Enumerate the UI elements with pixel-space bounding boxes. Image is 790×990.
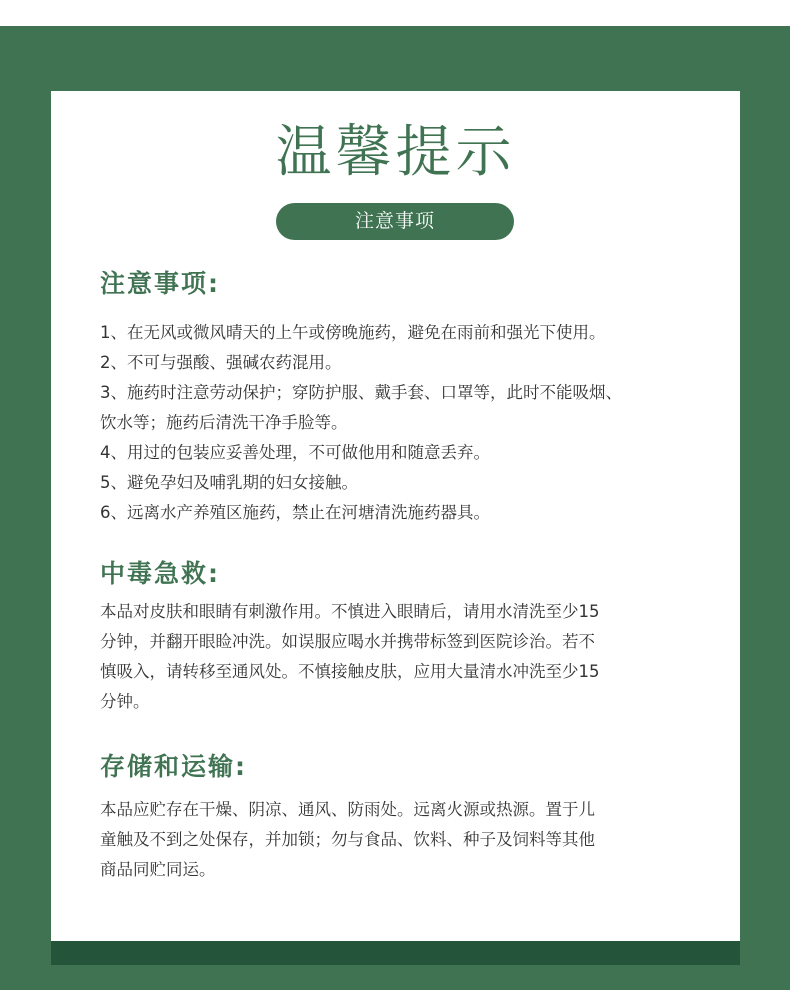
page-title: 温馨提示 xyxy=(275,120,516,185)
list-item: 饮水等；施药后清洗干净手脸等。 xyxy=(100,413,348,432)
list-item: 6、远离水产养殖区施药，禁止在河塘清洗施药器具。 xyxy=(100,503,490,522)
text-line: 本品应贮存在干燥、阴凉、通风、防雨处。远离火源或热源。置于儿 xyxy=(100,800,595,819)
list-item: 2、不可与强酸、强碱农药混用。 xyxy=(100,353,342,372)
text-line: 分钟，并翻开眼睑冲洗。如误服应喝水并携带标签到医院诊治。若不 xyxy=(100,632,595,651)
first-aid-heading: 中毒急救: xyxy=(100,559,220,588)
text-line: 商品同贮同运。 xyxy=(100,860,216,879)
precautions-heading: 注意事项: xyxy=(100,269,220,298)
precautions-list xyxy=(100,318,730,528)
first-aid-text xyxy=(100,597,700,717)
notice-card xyxy=(51,91,740,941)
card-bottom-band xyxy=(51,941,740,965)
list-item: 5、避免孕妇及哺乳期的妇女接触。 xyxy=(100,473,358,492)
text-line: 分钟。 xyxy=(100,692,150,711)
list-item: 1、在无风或微风晴天的上午或傍晚施药，避免在雨前和强光下使用。 xyxy=(100,323,606,342)
text-line: 童触及不到之处保存，并加锁；勿与食品、饮料、种子及饲料等其他 xyxy=(100,830,595,849)
subtitle-pill: 注意事项 xyxy=(276,203,514,240)
storage-heading: 存储和运输: xyxy=(100,752,247,781)
list-item: 4、用过的包装应妥善处理，不可做他用和随意丢弃。 xyxy=(100,443,490,462)
storage-text xyxy=(100,795,700,885)
text-line: 本品对皮肤和眼睛有刺激作用。不慎进入眼睛后，请用水清洗至少15 xyxy=(100,602,600,621)
text-line: 慎吸入，请转移至通风处。不慎接触皮肤，应用大量清水冲洗至少15 xyxy=(100,662,600,681)
list-item: 3、施药时注意劳动保护；穿防护服、戴手套、口罩等，此时不能吸烟、 xyxy=(100,383,622,402)
